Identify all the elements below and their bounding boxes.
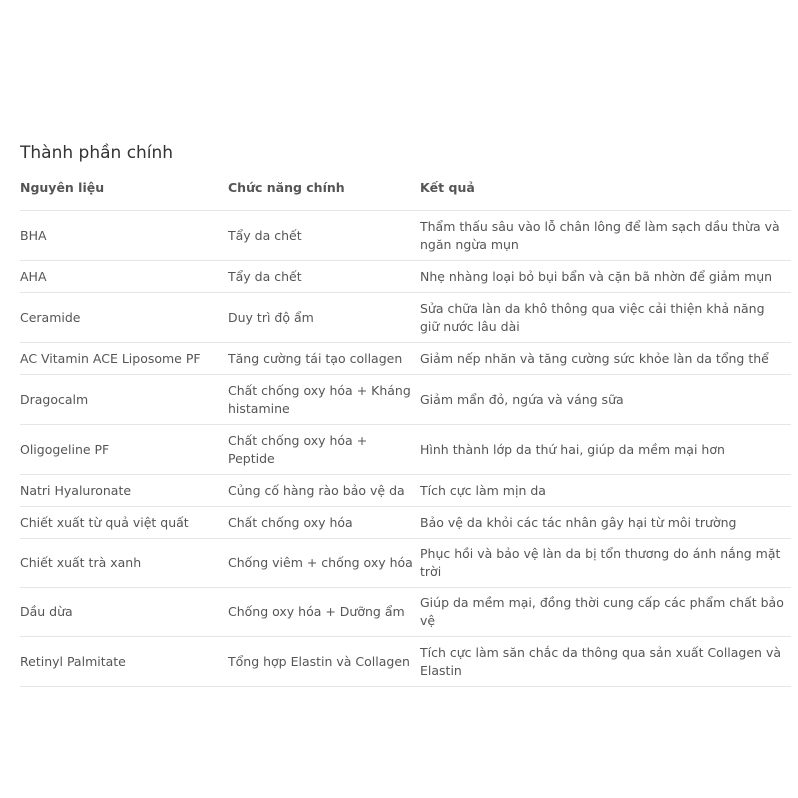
cell-ingredient: Chiết xuất trà xanh	[20, 539, 228, 588]
cell-result: Giảm mẩn đỏ, ngứa và váng sữa	[420, 375, 791, 425]
table-row	[20, 261, 791, 293]
table-row	[20, 343, 791, 375]
cell-function: Tẩy da chết	[228, 261, 420, 293]
table-row	[20, 637, 791, 687]
cell-ingredient: AHA	[20, 261, 228, 293]
table-row	[20, 475, 791, 507]
cell-ingredient: Oligogeline PF	[20, 425, 228, 475]
cell-result: Tích cực làm mịn da	[420, 475, 791, 507]
cell-result: Bảo vệ da khỏi các tác nhân gây hại từ môi trường	[420, 507, 791, 539]
table-row	[20, 425, 791, 475]
cell-result: Sửa chữa làn da khô thông qua việc cải thiện khả năng giữ nước lâu dài	[420, 293, 791, 343]
cell-function: Chất chống oxy hóa	[228, 507, 420, 539]
cell-result: Giảm nếp nhăn và tăng cường sức khỏe làn da tổng thể	[420, 343, 791, 375]
table-header-row	[20, 180, 791, 211]
cell-function: Duy trì độ ẩm	[228, 293, 420, 343]
cell-ingredient: BHA	[20, 211, 228, 261]
cell-result: Tích cực làm săn chắc da thông qua sản xuất Collagen và Elastin	[420, 637, 791, 687]
cell-ingredient: Natri Hyaluronate	[20, 475, 228, 507]
cell-ingredient: Ceramide	[20, 293, 228, 343]
cell-result: Thẩm thấu sâu vào lỗ chân lông để làm sạch dầu thừa và ngăn ngừa mụn	[420, 211, 791, 261]
cell-function: Chất chống oxy hóa + Peptide	[228, 425, 420, 475]
cell-function: Chống oxy hóa + Dưỡng ẩm	[228, 588, 420, 637]
table-row	[20, 293, 791, 343]
table-row	[20, 211, 791, 261]
cell-result: Giúp da mềm mại, đồng thời cung cấp các phẩm chất bảo vệ	[420, 588, 791, 637]
table-row	[20, 507, 791, 539]
cell-function: Chất chống oxy hóa + Kháng histamine	[228, 375, 420, 425]
cell-function: Tăng cường tái tạo collagen	[228, 343, 420, 375]
table-row	[20, 539, 791, 588]
cell-result: Phục hồi và bảo vệ làn da bị tổn thương do ánh nắng mặt trời	[420, 539, 791, 588]
cell-ingredient: Chiết xuất từ quả việt quất	[20, 507, 228, 539]
table-row	[20, 375, 791, 425]
section-title: Thành phần chính	[20, 143, 174, 163]
cell-function: Củng cố hàng rào bảo vệ da	[228, 475, 420, 507]
cell-function: Tổng hợp Elastin và Collagen	[228, 637, 420, 687]
cell-result: Hình thành lớp da thứ hai, giúp da mềm mại hơn	[420, 425, 791, 475]
cell-function: Chống viêm + chống oxy hóa	[228, 539, 420, 588]
cell-ingredient: AC Vitamin ACE Liposome PF	[20, 343, 228, 375]
ingredients-table	[20, 180, 791, 687]
cell-ingredient: Dầu dừa	[20, 588, 228, 637]
header-result: Kết quả	[420, 180, 791, 211]
cell-ingredient: Retinyl Palmitate	[20, 637, 228, 687]
ingredients-section	[20, 142, 791, 687]
table-row	[20, 588, 791, 637]
cell-ingredient: Dragocalm	[20, 375, 228, 425]
cell-result: Nhẹ nhàng loại bỏ bụi bẩn và cặn bã nhờn để giảm mụn	[420, 261, 791, 293]
cell-function: Tẩy da chết	[228, 211, 420, 261]
header-function: Chức năng chính	[228, 180, 420, 211]
header-ingredient: Nguyên liệu	[20, 180, 228, 211]
